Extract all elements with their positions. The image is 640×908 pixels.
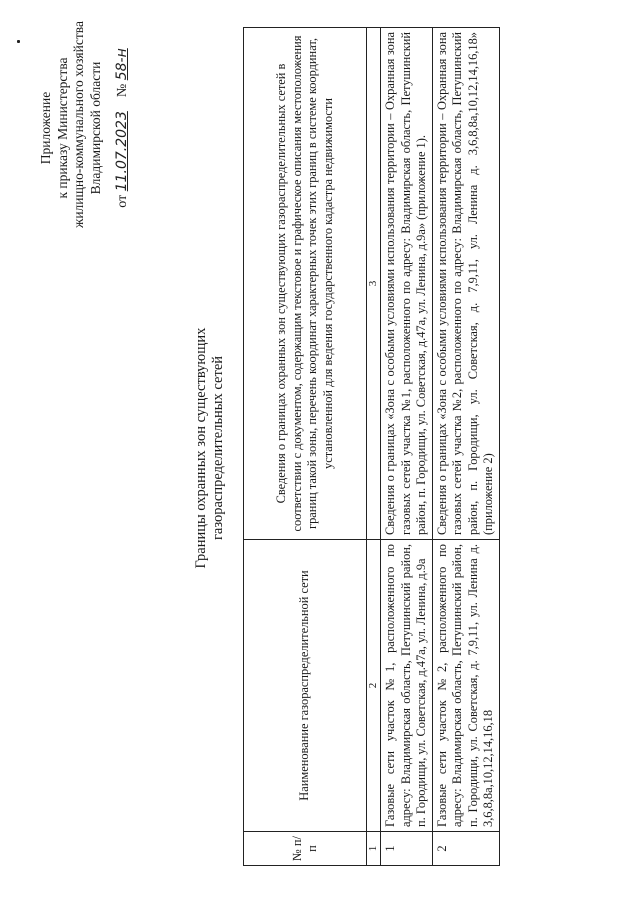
approval-block bbox=[38, 21, 132, 228]
header-num: № п/п bbox=[244, 832, 367, 866]
document-title bbox=[193, 288, 227, 608]
date-prefix: от bbox=[115, 194, 130, 208]
column-number: 2 bbox=[367, 540, 381, 832]
row-info: Сведения о границах «Зона с особыми условиями использования территории – Охранная зона газовых сетей участка №1, расположенного по адресу: Владимирская область, Петушинский район, п. Городищи, ул. Советская, д.47а, ул. Ленина, д.9а» (приложение 1). bbox=[381, 28, 433, 540]
approval-line-1: Приложение bbox=[38, 91, 53, 165]
table-header-row bbox=[244, 28, 367, 866]
row-name: Газовые сети участок №1, расположенного по адресу: Владимирская область, Петушинский район, п. Городищи, ул. Советская, д.47а, ул. Ленина, д.9а bbox=[381, 540, 433, 832]
title-line-2: газораспределительных сетей bbox=[210, 355, 226, 541]
row-name: Газовые сети участок №2, расположенного по адресу: Владимирская область, Петушинский район, п. Городищи, ул. Советская, д. 7,9,11, ул. Ленина д. 3,6,8,8а,10,12,14,16,18 bbox=[432, 540, 499, 832]
table-row bbox=[432, 28, 499, 866]
number-prefix: № bbox=[115, 83, 130, 98]
row-num: 2 bbox=[432, 832, 499, 866]
approval-line-4: Владимирской области bbox=[87, 61, 103, 195]
column-number: 1 bbox=[367, 832, 381, 866]
approval-line-2: к приказу Министерства bbox=[54, 57, 70, 199]
zones-table bbox=[243, 27, 500, 866]
table-row bbox=[381, 28, 433, 866]
header-info: Сведения о границах охранных зон существующих газораспределительных сетей в соответствии с документом, содержащим текстовое и графическое описания местоположения границ такой зоны, перечень координат характерных точек этих границ в системе координат, установленной для ведения государственного кадастра недвижимости bbox=[244, 28, 367, 540]
approval-line-3: жилищно-коммунального хозяйства bbox=[71, 21, 86, 228]
row-num: 1 bbox=[381, 832, 433, 866]
column-number: 3 bbox=[367, 28, 381, 540]
approval-date-line bbox=[114, 28, 132, 228]
handwritten-date: 11.07.2023 bbox=[114, 111, 130, 192]
column-number-row bbox=[367, 28, 381, 866]
title-line-1: Границы охранных зон существующих bbox=[193, 327, 209, 569]
header-name: Наименование газораспределительной сети bbox=[244, 540, 367, 832]
handwritten-number: 58-н bbox=[114, 48, 130, 81]
row-info: Сведения о границах «Зона с особыми условиями использования территории – Охранная зона газовых сетей участка №2, расположенного по адресу: Владимирская область, Петушинский район, п. Городищи, ул. Советская, д. 7,9,11, ул. Ленина д. 3,6,8,8а,10,12,14,16,18» (приложение 2) bbox=[432, 28, 499, 540]
